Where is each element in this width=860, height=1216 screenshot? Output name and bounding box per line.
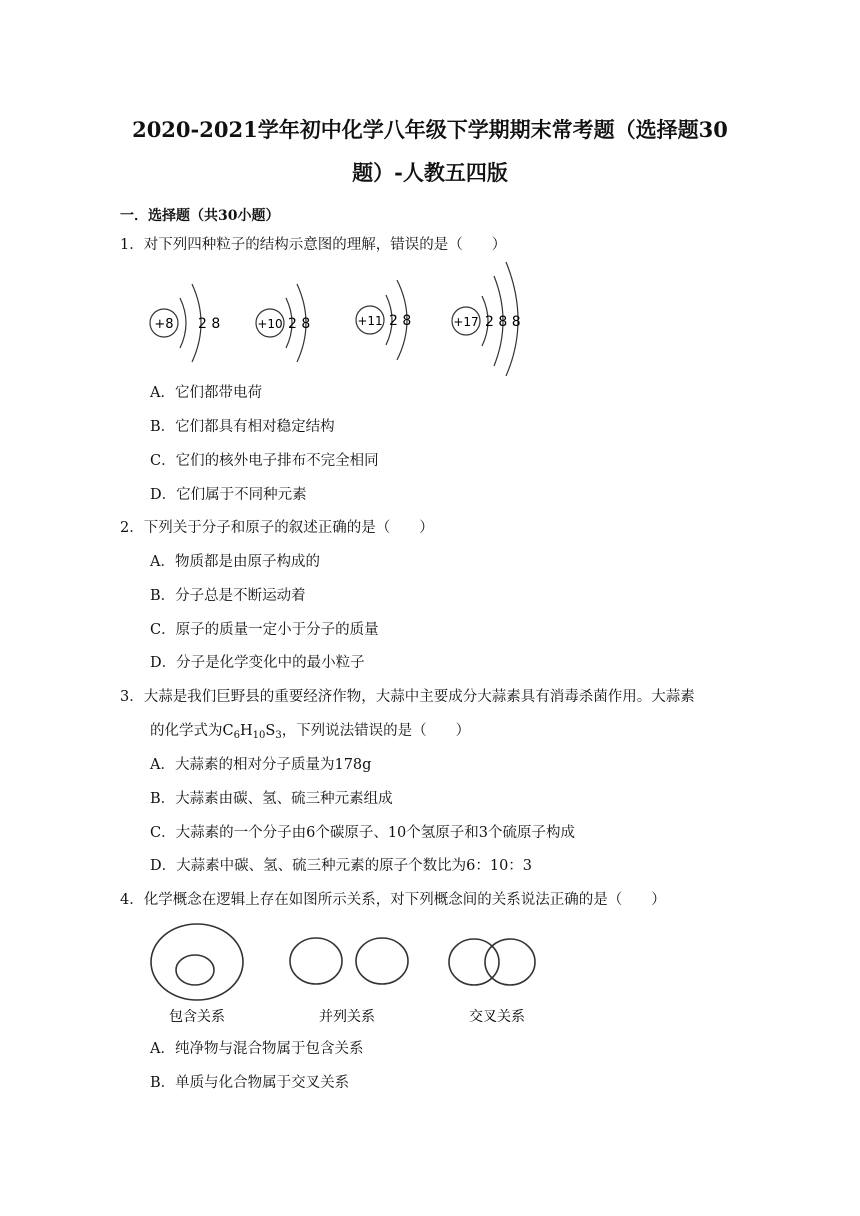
question-2-option-d: D．分子是化学变化中的最小粒子 (150, 655, 365, 671)
document-title-line2: 题）-人教五四版 (352, 160, 508, 185)
set-relationship-figure (140, 915, 540, 1030)
intersection-diagram (449, 939, 535, 1025)
question-3-option-b: B．大蒜素由碳、氢、硫三种元素组成 (150, 791, 393, 807)
atom-diagram-1 (150, 284, 220, 362)
question-4-stem: 4．化学概念在逻辑上存在如图所示关系，对下列概念间的关系说法正确的是（ ） (120, 892, 666, 908)
question-2-option-a: A．物质都是由原子构成的 (150, 554, 320, 570)
question-2-stem: 2．下列关于分子和原子的叙述正确的是（ ） (120, 520, 434, 536)
atom-4-nucleus: +17 (453, 315, 479, 329)
question-1-option-a: A．它们都带电荷 (150, 385, 262, 401)
label-intersection: 交叉关系 (469, 1009, 525, 1025)
question-3-stem-suffix: ，下列说法错误的是（ ） (281, 723, 471, 739)
chemical-formula: $C_6H_{10}S_3$ (222, 723, 282, 741)
containment-diagram (151, 924, 243, 1025)
question-4-option-a: A．纯净物与混合物属于包含关系 (150, 1041, 364, 1057)
atom-structure-figure (140, 258, 540, 378)
question-1-option-c: C．它们的核外电子排布不完全相同 (150, 453, 379, 469)
document-title-line1: 2020-2021学年初中化学八年级下学期期末常考题（选择题30 (132, 117, 728, 142)
question-3-option-a: A．大蒜素的相对分子质量为178g (150, 757, 372, 773)
question-3-option-d: D．大蒜素中碳、氢、硫三种元素的原子个数比为6：10：3 (150, 858, 533, 874)
question-3-stem-prefix: 的化学式为 (150, 723, 223, 739)
atom-4-electrons: 2 8 8 (485, 314, 521, 330)
question-1-option-b: B．它们都具有相对稳定结构 (150, 419, 335, 435)
question-3-stem-line1: 3．大蒜是我们巨野县的重要经济作物，大蒜中主要成分大蒜素具有消毒杀菌作用。大蒜素 (120, 689, 695, 705)
label-containment: 包含关系 (169, 1009, 225, 1025)
question-4-option-b: B．单质与化合物属于交叉关系 (150, 1075, 350, 1091)
atom-3-electrons: 2 8 (389, 313, 412, 329)
atom-1-electrons: 2 8 (198, 316, 221, 332)
question-3-stem-line2 (150, 722, 470, 740)
atom-2-electrons: 2 8 (288, 316, 311, 332)
question-2-option-c: C．原子的质量一定小于分子的质量 (150, 622, 379, 638)
atom-diagram-2 (256, 284, 310, 362)
atom-diagram-3 (356, 280, 411, 360)
atom-3-nucleus: +11 (357, 314, 383, 328)
question-2-option-b: B．分子总是不断运动着 (150, 588, 306, 604)
question-3-option-c: C．大蒜素的一个分子由6个碳原子、10个氢原子和3个硫原子构成 (150, 825, 575, 841)
atom-1-nucleus: +8 (154, 317, 174, 332)
label-parallel: 并列关系 (319, 1009, 375, 1025)
question-1-stem: 1．对下列四种粒子的结构示意图的理解，错误的是（ ） (120, 237, 507, 253)
atom-2-nucleus: +10 (257, 317, 283, 331)
question-1-option-d: D．它们属于不同种元素 (150, 487, 307, 503)
section-heading: 一．选择题（共30小题） (120, 208, 280, 224)
atom-diagram-4 (452, 262, 521, 376)
parallel-diagram (290, 938, 408, 1025)
